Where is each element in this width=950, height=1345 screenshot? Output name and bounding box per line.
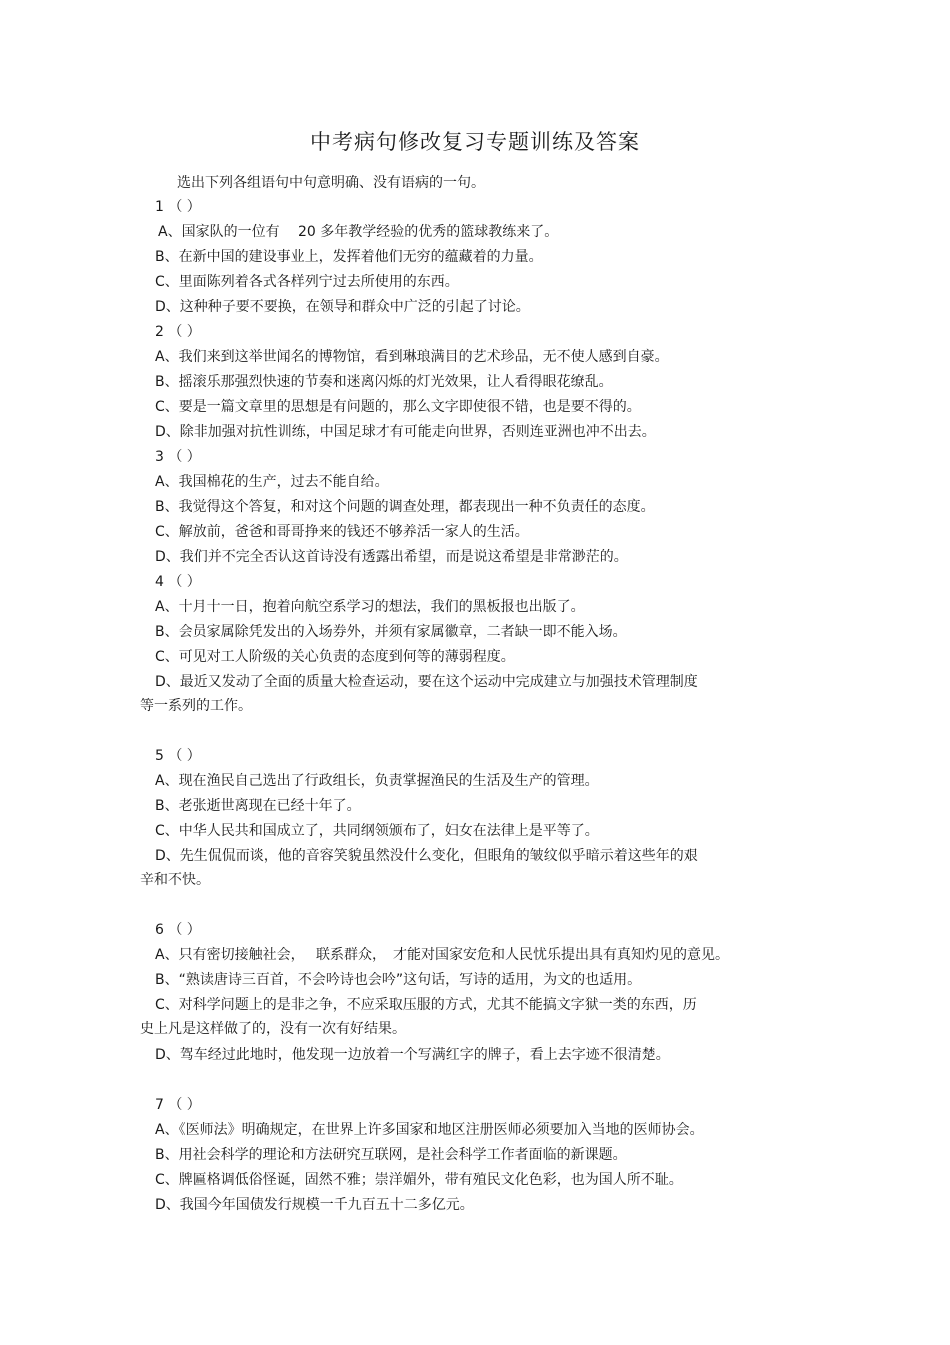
option-line: C、可见对工人阶级的关心负责的态度到何等的薄弱程度。	[155, 649, 515, 665]
option-line: B、老张逝世离现在已经十年了。	[155, 798, 361, 814]
option-line-continued: 史上凡是这样做了的，没有一次有好结果。	[140, 1021, 406, 1037]
option-line: A、《医师法》明确规定，在世界上许多国家和地区注册医师必须要加入当地的医师协会。	[155, 1122, 704, 1138]
option-line: B、会员家属除凭发出的入场券外，并须有家属徽章，二者缺一即不能入场。	[155, 624, 627, 640]
option-line: A、十月十一日，抱着向航空系学习的想法，我们的黑板报也出版了。	[155, 599, 585, 615]
option-line: C、要是一篇文章里的思想是有问题的，那么文字即使很不错，也是要不得的。	[155, 399, 641, 415]
option-line: C、解放前，爸爸和哥哥挣来的钱还不够养活一家人的生活。	[155, 524, 529, 540]
option-line: A、现在渔民自己选出了行政组长，负责掌握渔民的生活及生产的管理。	[155, 773, 599, 789]
option-line: B、用社会科学的理论和方法研究互联网，是社会科学工作者面临的新课题。	[155, 1147, 627, 1163]
option-line-continued: 等一系列的工作。	[140, 698, 252, 714]
option-line: D、驾车经过此地时，他发现一边放着一个写满红字的牌子，看上去字迹不很清楚。	[155, 1047, 670, 1063]
option-line: B、我觉得这个答复，和对这个问题的调查处理，都表现出一种不负责任的态度。	[155, 499, 655, 515]
option-line: D、这种种子要不要换，在领导和群众中广泛的引起了讨论。	[155, 299, 530, 315]
option-line: D、我们并不完全否认这首诗没有透露出希望，而是说这希望是非常渺茫的。	[155, 549, 628, 565]
option-line: A、只有密切接触社会， 联系群众， 才能对国家安危和人民忧乐提出具有真知灼见的意见。	[155, 947, 730, 963]
option-line: B、在新中国的建设事业上，发挥着他们无穷的蕴藏着的力量。	[155, 249, 543, 265]
option-line-continued: 辛和不快。	[140, 872, 210, 888]
question-number: 3 （ ）	[155, 449, 201, 465]
option-line: D、除非加强对抗性训练，中国足球才有可能走向世界，否则连亚洲也冲不出去。	[155, 424, 656, 440]
option-line: D、先生侃侃而谈，他的音容笑貌虽然没什么变化，但眼角的皱纹似乎暗示着这些年的艰	[155, 848, 698, 864]
option-line: C、对科学问题上的是非之争，不应采取压服的方式，尤其不能搞文字狱一类的东西，历	[155, 997, 697, 1013]
option-line: B、摇滚乐那强烈快速的节奏和迷离闪烁的灯光效果，让人看得眼花缭乱。	[155, 374, 613, 390]
question-number: 4 （ ）	[155, 574, 201, 590]
option-line: C、里面陈列着各式各样列宁过去所使用的东西。	[155, 274, 459, 290]
option-line: C、中华人民共和国成立了，共同纲领颁布了，妇女在法律上是平等了。	[155, 823, 599, 839]
option-line: B、“熟读唐诗三百首，不会吟诗也会吟”这句话，写诗的适用，为文的也适用。	[155, 972, 642, 988]
option-line: A、我们来到这举世闻名的博物馆，看到琳琅满目的艺术珍品，无不使人感到自豪。	[155, 349, 669, 365]
question-number: 7 （ ）	[155, 1097, 201, 1113]
option-line: A、我国棉花的生产，过去不能自给。	[155, 474, 389, 490]
question-number: 1 （ ）	[155, 199, 201, 215]
question-number: 5 （ ）	[155, 748, 201, 764]
page-title: 中考病句修改复习专题训练及答案	[310, 130, 640, 154]
instruction-text: 选出下列各组语句中句意明确、没有语病的一句。	[177, 175, 485, 191]
option-line: C、牌匾格调低俗怪诞，固然不雅；崇洋媚外，带有殖民文化色彩，也为国人所不耻。	[155, 1172, 683, 1188]
option-line: D、我国今年国债发行规模一千九百五十二多亿元。	[155, 1197, 474, 1213]
option-line: A、国家队的一位有 20 多年教学经验的优秀的篮球教练来了。	[158, 224, 559, 240]
option-line: D、最近又发动了全面的质量大检查运动，要在这个运动中完成建立与加强技术管理制度	[155, 674, 698, 690]
question-number: 6 （ ）	[155, 922, 201, 938]
question-number: 2 （ ）	[155, 324, 201, 340]
